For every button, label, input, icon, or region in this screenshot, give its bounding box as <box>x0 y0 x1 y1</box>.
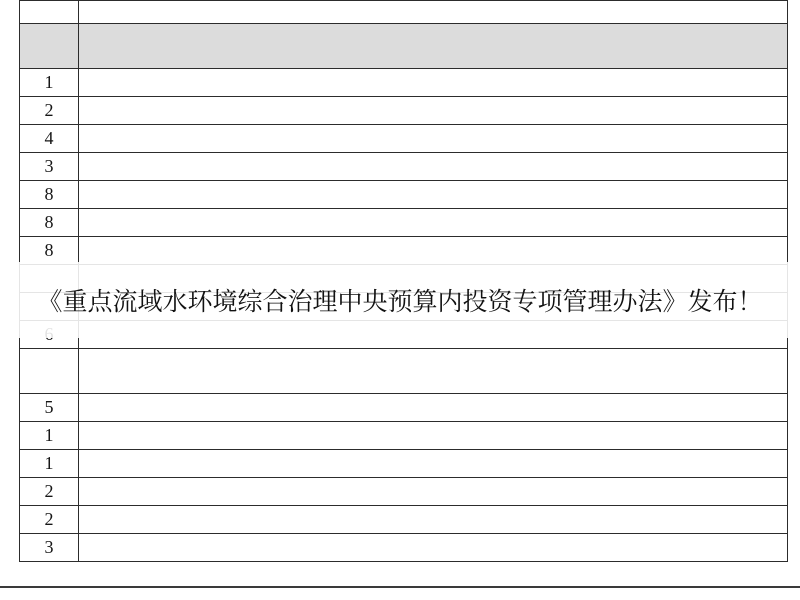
row-number-cell: 8 <box>20 237 79 265</box>
table-row <box>20 69 788 97</box>
row-number-cell: 5 <box>20 394 79 422</box>
row-number-cell: 1 <box>20 450 79 478</box>
row-number-cell: 1 <box>20 69 79 97</box>
table-row <box>20 97 788 125</box>
table-row <box>20 534 788 562</box>
top-text-cell <box>79 1 788 24</box>
row-number-cell: 3 <box>20 153 79 181</box>
table-row <box>20 209 788 237</box>
table-row <box>20 125 788 153</box>
header-num-cell <box>20 24 79 69</box>
table-header-row <box>20 24 788 69</box>
table-row <box>20 237 788 265</box>
row-number-cell: 2 <box>20 506 79 534</box>
table-row <box>20 422 788 450</box>
bottom-rule <box>0 586 800 588</box>
row-text-cell <box>79 534 788 562</box>
row-number-cell: 4 <box>20 125 79 153</box>
table-row <box>20 506 788 534</box>
row-number-cell: 1 <box>20 422 79 450</box>
row-number-cell: 8 <box>20 181 79 209</box>
row-number-cell: 3 <box>20 534 79 562</box>
table-row <box>20 349 788 394</box>
row-number-cell: 2 <box>20 478 79 506</box>
header-text-cell <box>79 24 788 69</box>
news-banner: 《重点流域水环境综合治理中央预算内投资专项管理办法》发布！ <box>0 262 800 338</box>
row-number-cell: 2 <box>20 97 79 125</box>
top-num-cell <box>20 1 79 24</box>
row-text-cell <box>79 209 788 237</box>
row-text-cell <box>79 153 788 181</box>
table-row <box>20 450 788 478</box>
row-text-cell <box>79 237 788 265</box>
row-text-cell <box>79 422 788 450</box>
row-text-cell <box>79 125 788 153</box>
row-number-cell: 8 <box>20 209 79 237</box>
row-text-cell <box>79 450 788 478</box>
row-text-cell <box>79 69 788 97</box>
row-text-cell <box>79 97 788 125</box>
table-top-row <box>20 1 788 24</box>
table-row <box>20 478 788 506</box>
row-text-cell <box>79 506 788 534</box>
row-number-cell <box>20 349 79 394</box>
row-text-cell <box>79 181 788 209</box>
table-row <box>20 153 788 181</box>
table-row <box>20 181 788 209</box>
row-text-cell <box>79 394 788 422</box>
row-text-cell <box>79 478 788 506</box>
table-row <box>20 394 788 422</box>
row-text-cell <box>79 349 788 394</box>
